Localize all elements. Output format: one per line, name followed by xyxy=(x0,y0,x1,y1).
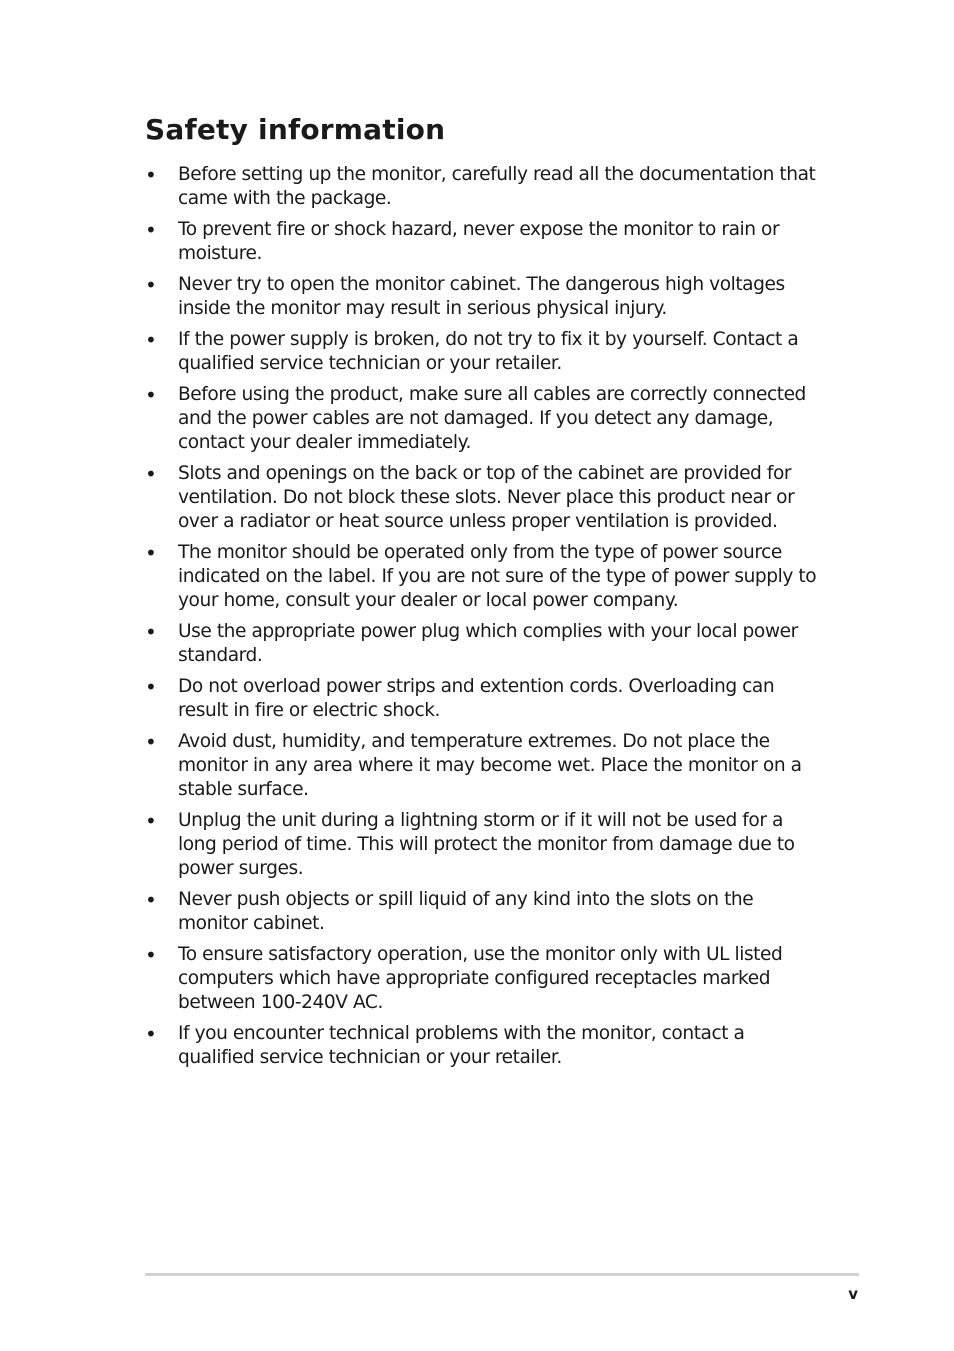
list-item xyxy=(145,462,825,534)
list-item-text: Do not overload power strips and extention cords. Overloading can result in fire or electric shock. xyxy=(178,676,775,721)
bullet-icon: • xyxy=(145,888,157,912)
list-item-text: Unplug the unit during a lightning storm or if it will not be used for a long period of time. This will protect the monitor from damage due to power surges. xyxy=(178,810,795,879)
list-item-text: If you encounter technical problems with the monitor, contact a qualified service technician or your retailer. xyxy=(178,1023,745,1068)
bullet-icon: • xyxy=(145,273,157,297)
bullet-icon: • xyxy=(145,163,157,187)
list-item-text: Never push objects or spill liquid of any kind into the slots on the monitor cabinet. xyxy=(178,889,754,934)
bullet-icon: • xyxy=(145,943,157,967)
list-item-text: Avoid dust, humidity, and temperature extremes. Do not place the monitor in any area where it may become wet. Place the monitor on a stable surface. xyxy=(178,731,802,800)
bullet-icon: • xyxy=(145,675,157,699)
bullet-icon: • xyxy=(145,730,157,754)
list-item-text: Before setting up the monitor, carefully read all the documentation that came with the package. xyxy=(178,164,816,209)
bullet-icon: • xyxy=(145,328,157,352)
bullet-icon: • xyxy=(145,809,157,833)
list-item-text: To ensure satisfactory operation, use the monitor only with UL listed computers which have appropriate configured receptacles marked between 100-240V AC. xyxy=(178,944,783,1013)
footer-divider xyxy=(145,1273,859,1276)
list-item xyxy=(145,675,825,723)
list-item xyxy=(145,809,825,881)
bullet-icon: • xyxy=(145,462,157,486)
list-item-text: Use the appropriate power plug which complies with your local power standard. xyxy=(178,621,798,666)
list-item xyxy=(145,273,825,321)
list-item xyxy=(145,218,825,266)
list-item-text: Slots and openings on the back or top of the cabinet are provided for ventilation. Do not block these slots. Never place this product near or over a radiator or heat source unless proper ventilation is provided. xyxy=(178,463,795,532)
bullet-icon: • xyxy=(145,218,157,242)
bullet-icon: • xyxy=(145,1022,157,1046)
list-item xyxy=(145,1022,825,1070)
safety-list xyxy=(145,163,825,1077)
bullet-icon: • xyxy=(145,541,157,565)
list-item-text: Before using the product, make sure all cables are correctly connected and the power cables are not damaged. If you detect any damage, contact your dealer immediately. xyxy=(178,384,806,453)
page-title: Safety information xyxy=(145,113,446,146)
list-item xyxy=(145,328,825,376)
list-item-text: Never try to open the monitor cabinet. The dangerous high voltages inside the monitor may result in serious physical injury. xyxy=(178,274,785,319)
bullet-icon: • xyxy=(145,620,157,644)
list-item xyxy=(145,541,825,613)
list-item-text: If the power supply is broken, do not try to fix it by yourself. Contact a qualified service technician or your retailer. xyxy=(178,329,799,374)
list-item xyxy=(145,383,825,455)
list-item xyxy=(145,730,825,802)
bullet-icon: • xyxy=(145,383,157,407)
page-number: v xyxy=(848,1285,858,1303)
list-item xyxy=(145,163,825,211)
list-item xyxy=(145,943,825,1015)
list-item-text: To prevent fire or shock hazard, never expose the monitor to rain or moisture. xyxy=(178,219,780,264)
list-item xyxy=(145,888,825,936)
list-item xyxy=(145,620,825,668)
list-item-text: The monitor should be operated only from the type of power source indicated on the label. If you are not sure of the type of power supply to your home, consult your dealer or local power company. xyxy=(178,542,817,611)
